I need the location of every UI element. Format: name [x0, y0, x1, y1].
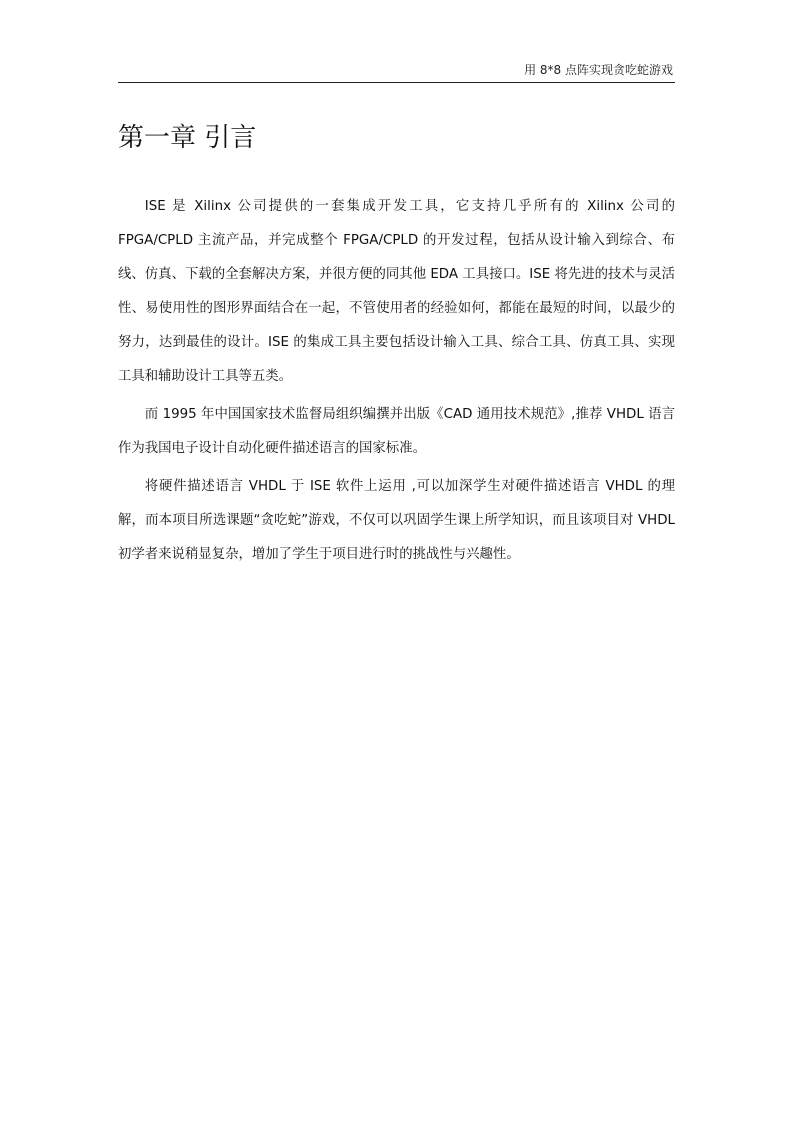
paragraph-vhdl-standard: 而 1995 年中国国家技术监督局组织编撰并出版《CAD 通用技术规范》,推荐 VHDL 语言作为我国电子设计自动化硬件描述语言的国家标准。 — [118, 407, 675, 456]
page-header — [118, 62, 675, 83]
body-text — [118, 190, 675, 576]
running-title: 用 8*8 点阵实现贪吃蛇游戏 — [524, 63, 673, 77]
paragraph-project-motivation: 将硬件描述语言 VHDL 于 ISE 软件上运用 ,可以加深学生对硬件描述语言 VHDL 的理解，而本项目所选课题“贪吃蛇”游戏，不仅可以巩固学生课上所学知识，而且该项目对 VHDL 初学者来说稍显复杂，增加了学生于项目进行时的挑战性与兴趣性。 — [118, 479, 675, 562]
chapter-title: 第一章 引言 — [118, 123, 257, 153]
paragraph-ise-intro: ISE 是 Xilinx 公司提供的一套集成开发工具，它支持几乎所有的 Xilinx 公司的 FPGA/CPLD 主流产品，并完成整个 FPGA/CPLD 的开发过程，包括从设计输入到综合、布线、仿真、下载的全套解决方案，并很方便的同其他 EDA 工具接口。ISE 将先进的技术与灵活性、易使用性的图形界面结合在一起，不管使用者的经验如何，都能在最短的时间，以最少的努力，达到最佳的设计。ISE 的集成工具主要包括设计输入工具、综合工具、仿真工具、实现工具和辅助设计工具等五类。 — [118, 199, 675, 384]
